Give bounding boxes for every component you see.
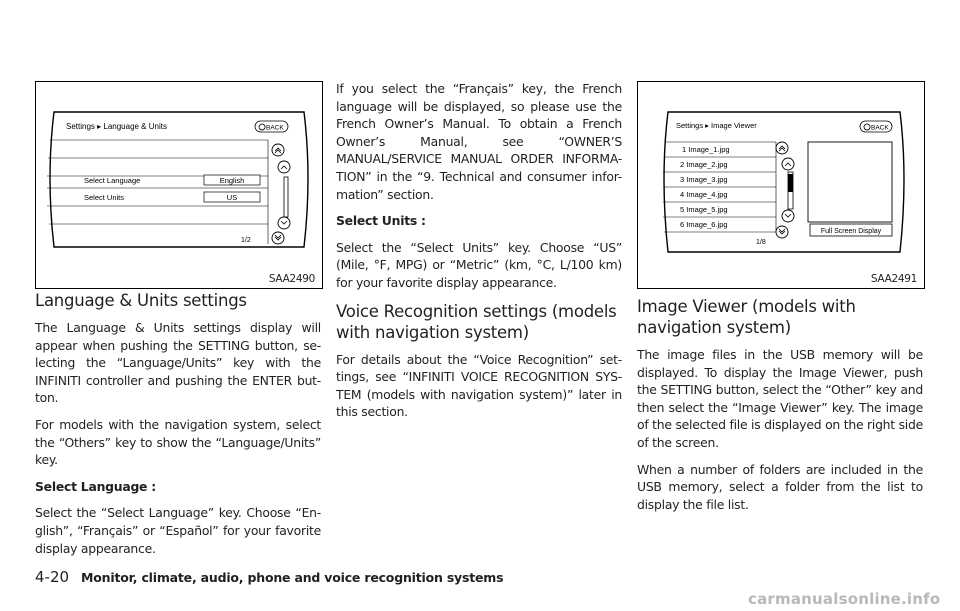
- fig1-breadcrumb: Settings ▸ Language & Units: [66, 122, 167, 131]
- file-item[interactable]: 1 Image_1.jpg: [682, 145, 730, 154]
- page-number: 4-20: [35, 568, 70, 586]
- paragraph: The image files in the USB memory will be displayed. To display the Image Viewer, push the SETTING button, select the “Other” key and then select the “Image Viewer” key. The image of the selected file is displayed on the right side of the screen.: [637, 347, 923, 450]
- subheading-select-language: Select Language :: [35, 478, 156, 494]
- svg-text:BACK: BACK: [266, 124, 284, 132]
- scroll-down-double-icon[interactable]: [272, 232, 284, 244]
- section-heading-image-viewer: Image Viewer (models with navigation system): [637, 297, 856, 337]
- scroll-down-icon[interactable]: [278, 217, 290, 229]
- scroll-down-icon[interactable]: [782, 210, 794, 222]
- section-heading-language-units: Language & Units settings: [35, 291, 247, 310]
- svg-text:BACK: BACK: [871, 124, 889, 132]
- subheading-select-units: Select Units :: [336, 213, 426, 229]
- file-item[interactable]: 6 Image_6.jpg: [680, 220, 728, 229]
- fig1-row-value: English: [219, 176, 245, 185]
- paragraph: Select the “Select Units” key. Choose “US” (Mile, °F, MPG) or “Metric” (km, °C, L/100 km) for your favorite display appearance.: [336, 239, 622, 290]
- fig2-back-button[interactable]: [860, 121, 892, 132]
- paragraph: Select the “Select Language” key. Choose “En-glish”, “Français” or “Español” for your favorite display appearance.: [35, 505, 321, 556]
- fig2-breadcrumb: Settings ▸ Image Viewer: [676, 121, 757, 130]
- full-screen-display-label: Full Screen Display: [820, 228, 882, 235]
- fig1-back-button[interactable]: [255, 121, 288, 132]
- fig2-page-indicator: 1/8: [756, 239, 766, 246]
- column-1: [35, 290, 321, 566]
- paragraph: When a number of folders are included in the USB memory, select a folder from the list to display the file list.: [637, 461, 923, 512]
- paragraph: The Language & Units settings display will appear when pushing the SETTING button, se-lecting the “Language/Units” key with the INFINITI controller and pushing the ENTER but-ton.: [35, 320, 321, 406]
- scroll-up-icon[interactable]: [278, 161, 290, 173]
- file-item[interactable]: 4 Image_4.jpg: [680, 190, 728, 199]
- figure-language-units: [35, 81, 323, 289]
- column-3: [637, 296, 923, 522]
- paragraph: If you select the “Français” key, the French language will be displayed, so please use the French Owner’s Manual. To obtain a French Owner’s Manual, see “OWNER’S MANUAL/SERVICE MANUAL ORDER INFORMA-TION” in the “9. Technical and consumer infor-mation” section.: [336, 81, 622, 202]
- file-item[interactable]: 2 Image_2.jpg: [680, 160, 728, 169]
- paragraph: For details about the “Voice Recognition” set-tings, see “INFINITI VOICE RECOGNITION SYS-TEM (models with navigation system)” later in this section.: [336, 351, 622, 420]
- scroll-up-double-icon[interactable]: [272, 144, 284, 156]
- column-2: [336, 80, 622, 430]
- figure-caption: SAA2491: [870, 273, 917, 285]
- file-item[interactable]: 3 Image_3.jpg: [680, 175, 728, 184]
- paragraph: For models with the navigation system, select the “Others” key to show the “Language/Units” key.: [35, 416, 321, 468]
- scroll-up-double-icon[interactable]: [776, 142, 788, 154]
- figure-caption: SAA2490: [268, 273, 315, 285]
- language-units-screen: [36, 82, 322, 288]
- fig1-page-indicator: 1/2: [241, 237, 251, 244]
- file-item[interactable]: 5 Image_5.jpg: [680, 205, 728, 214]
- page-footer: [35, 568, 503, 586]
- scrollbar-thumb[interactable]: [788, 174, 793, 192]
- figure-image-viewer: [637, 81, 925, 289]
- scroll-down-double-icon[interactable]: [776, 226, 788, 238]
- image-preview-pane: [808, 142, 892, 222]
- section-heading-voice-recognition: Voice Recognition settings (models with navigation system): [336, 301, 617, 342]
- image-viewer-screen: [638, 82, 924, 288]
- section-title: Monitor, climate, audio, phone and voice recognition systems: [81, 570, 504, 585]
- fig1-row-label: Select Units: [84, 193, 125, 202]
- watermark: carmanualsonline.info: [748, 590, 941, 608]
- fig1-row-label: Select Language: [84, 176, 141, 185]
- fig1-row-value: US: [226, 193, 238, 202]
- scroll-up-icon[interactable]: [782, 158, 794, 170]
